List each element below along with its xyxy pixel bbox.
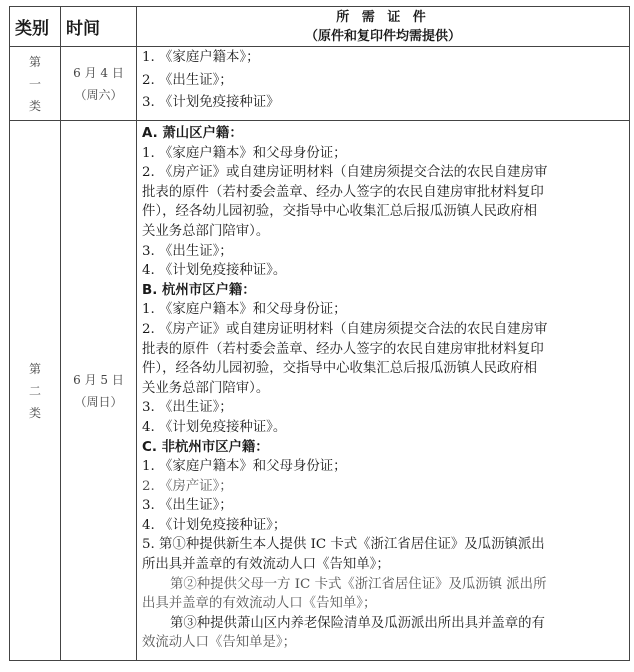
list-item: 批表的原件（若村委会盖章、经办人签字的农民自建房审批材料复印 — [142, 341, 544, 357]
list-item: 1. 《家庭户籍本》； — [142, 50, 260, 65]
header-category: 类别 — [10, 7, 61, 47]
date-text: 6 月 5 日 — [73, 372, 124, 387]
weekday-text: （周六） — [74, 87, 123, 102]
list-item: 1. 《家庭户籍本》和父母身份证； — [142, 145, 347, 161]
list-item: 4. 《计划免疫接种证》； — [142, 517, 287, 533]
list-item: 1. 《家庭户籍本》和父母身份证； — [142, 459, 347, 475]
section-title-a: A. 萧山区户籍： — [142, 126, 243, 141]
list-item: 第③种提供萧山区内养老保险清单及瓜沥派出所出具并盖章的有 — [170, 615, 545, 631]
list-item: 3. 《计划免疫接种证》 — [142, 95, 280, 111]
list-item: 关业务总部门陪审）。 — [142, 380, 270, 396]
date-text: 6 月 4 日 — [73, 65, 124, 80]
list-item: 2. 《出生证》； — [142, 72, 233, 88]
header-time: 时间 — [61, 7, 137, 47]
weekday-text: （周日） — [74, 394, 123, 409]
list-item: 2. 《房产证》或自建房证明材料（自建房须提交合法的农民自建房审 — [142, 165, 548, 181]
time-cell — [61, 121, 137, 661]
list-item: 3. 《出生证》； — [142, 243, 233, 259]
list-item: 2. 《房产证》或自建房证明材料（自建房须提交合法的农民自建房审 — [142, 321, 548, 337]
category-char: 类 — [28, 98, 41, 113]
category-cell — [10, 121, 61, 661]
list-item: 关业务总部门陪审）。 — [142, 223, 270, 239]
list-item: 3. 《出生证》； — [142, 498, 233, 514]
list-item: 效流动人口《告知单是》； — [142, 635, 296, 651]
header-requirements — [137, 7, 630, 47]
requirements-subtitle: （原件和复印件均需提供） — [304, 28, 461, 44]
list-item: 5. 第①种提供新生本人提供 IC 卡式《浙江省居住证》及瓜沥镇派出 — [142, 537, 545, 553]
header-row — [10, 7, 630, 47]
category-char: 第 — [28, 54, 41, 69]
list-item: 4. 《计划免疫接种证》。 — [142, 419, 287, 435]
category-char: 第 — [28, 361, 41, 376]
table-row-category-1 — [10, 47, 630, 121]
table-row-category-2 — [10, 121, 630, 661]
category-char: 二 — [28, 383, 41, 398]
category-char: 类 — [28, 405, 41, 420]
section-title-b: B. 杭州市区户籍： — [142, 282, 256, 298]
requirements-cell — [137, 121, 630, 661]
list-item: 1. 《家庭户籍本》和父母身份证； — [142, 302, 347, 318]
list-item: 4. 《计划免疫接种证》。 — [142, 263, 287, 279]
list-item: 3. 《出生证》； — [142, 400, 233, 416]
list-item: 件），经各幼儿园初验，交指导中心收集汇总后报瓜沥镇人民政府相 — [142, 361, 538, 377]
list-item: 2. 《房产证》； — [142, 478, 233, 494]
list-item: 所出具并盖章的有效流动人口《告知单》； — [142, 557, 390, 573]
category-char: 一 — [28, 76, 41, 91]
section-title-c: C. 非杭州市区户籍： — [142, 439, 269, 455]
category-cell — [10, 47, 61, 121]
list-item: 批表的原件（若村委会盖章、经办人签字的农民自建房审批材料复印 — [142, 184, 544, 200]
time-cell — [61, 47, 137, 121]
requirements-cell — [137, 47, 630, 121]
list-item: 件），经各幼儿园初验，交指导中心收集汇总后报瓜沥镇人民政府相 — [142, 204, 538, 220]
requirements-title: 所 需 证 件 — [336, 9, 430, 25]
list-item: 第②种提供父母一方 IC 卡式《浙江省居住证》及瓜沥镇 派出所 — [170, 576, 547, 592]
list-item: 出具并盖章的有效流动人口《告知单》； — [142, 596, 377, 612]
documents-table — [9, 6, 630, 661]
